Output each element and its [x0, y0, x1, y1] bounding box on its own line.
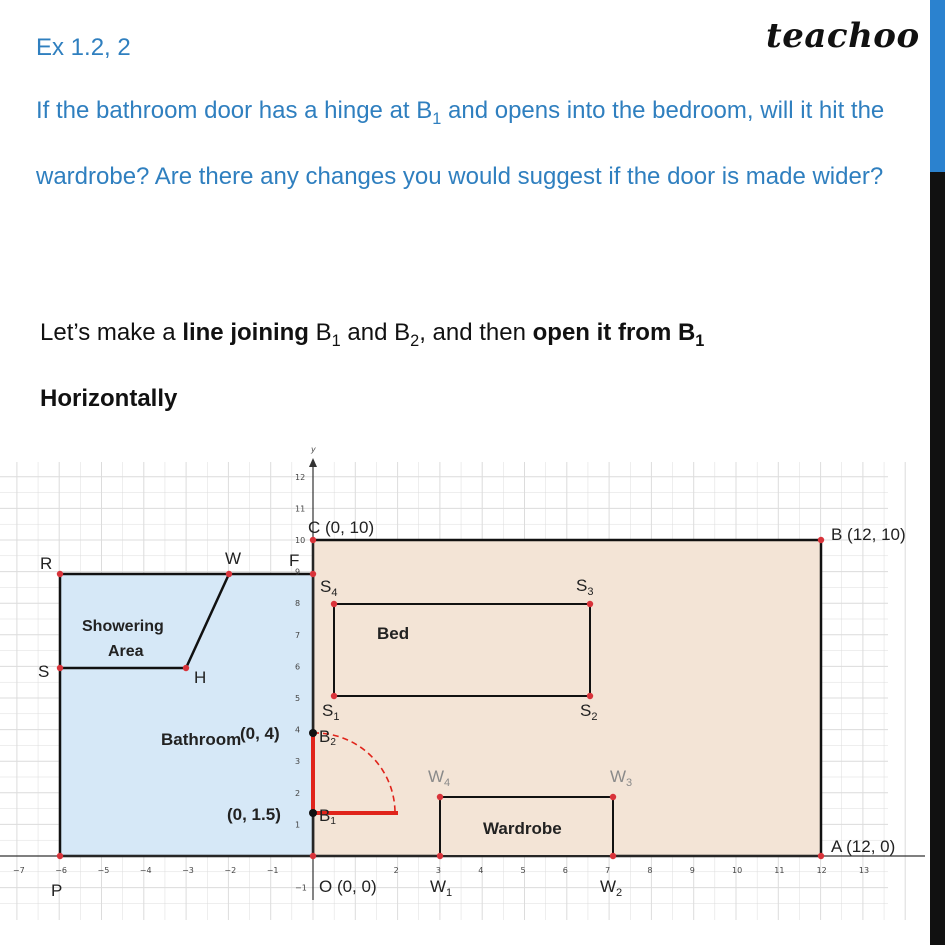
label-P: P [51, 881, 63, 900]
label-B2: B2 [319, 727, 336, 748]
x-tick-label: 5 [520, 866, 526, 875]
point-W1 [437, 853, 443, 859]
coord-b2-label: (0, 4) [240, 724, 280, 743]
y-tick-label: 3 [295, 757, 301, 767]
x-tick-label: −1 [266, 866, 279, 875]
y-tick-label: 11 [295, 504, 306, 514]
x-tick-label: 8 [647, 866, 653, 875]
explanation-sub: 1 [695, 331, 705, 350]
explanation-bold: line joining [182, 319, 309, 346]
y-axis-label: y [311, 445, 316, 454]
explanation-part: , and then [419, 319, 533, 346]
explanation-bold: open it from B [532, 319, 696, 346]
y-tick-label: 4 [295, 725, 301, 735]
label-B1: B1 [319, 806, 336, 827]
point-P [57, 853, 63, 859]
point-B [818, 537, 824, 543]
y-tick-label: 8 [295, 599, 301, 609]
x-tick-label: 4 [478, 866, 484, 875]
point-S4 [331, 601, 337, 607]
x-tick-label: 13 [858, 866, 870, 875]
question-prefix: If the bathroom door has a hinge at B [36, 97, 433, 124]
label-A: A (12, 0) [831, 837, 896, 856]
label-S2: $S_2$ [580, 701, 598, 723]
point-C [310, 537, 316, 543]
label-H: H [194, 668, 207, 687]
explanation-text [40, 304, 920, 427]
showering-area-label-1: Showering [82, 618, 164, 635]
floor-plan-diagram [0, 430, 930, 930]
label-W: W [225, 549, 242, 568]
label-W1: $W_1$ [430, 877, 453, 899]
x-tick-label: −6 [55, 866, 67, 875]
y-tick-label: 6 [295, 662, 301, 672]
coord-b1-label: (0, 1.5) [227, 805, 281, 824]
explanation-part: Let’s make a [40, 319, 183, 346]
y-tick-label: 10 [295, 536, 306, 545]
x-tick-label: −5 [97, 866, 110, 875]
x-tick-label: 11 [774, 866, 785, 875]
explanation-part: B [308, 319, 332, 346]
x-tick-label: 6 [562, 866, 568, 875]
side-scrollbar[interactable] [930, 172, 945, 945]
question-rest: and opens into the bedroom, will it hit the wardrobe? Are there any changes you would suggest if the door is made wider? [36, 97, 885, 190]
y-tick-label: 7 [295, 630, 301, 640]
label-C: C (0, 10) [308, 518, 375, 537]
point-O [310, 853, 316, 859]
label-S1: $S_1$ [322, 701, 340, 723]
question-text [36, 82, 926, 205]
point-B2 [309, 729, 317, 737]
side-accent-bar [930, 0, 945, 172]
bathroom-label: Bathroom [161, 730, 242, 749]
label-S: S [38, 662, 50, 681]
y-tick-label: 12 [295, 472, 306, 482]
explanation-sub: 1 [331, 331, 341, 350]
point-S [57, 665, 63, 671]
label-B: B (12, 10) [831, 525, 906, 544]
point-S2 [587, 693, 593, 699]
label-S4: $S_4$ [320, 577, 338, 599]
bed-label: Bed [377, 624, 410, 643]
explanation-sub: 2 [410, 331, 420, 350]
label-W2: $W_2$ [600, 877, 623, 899]
point-A [818, 853, 824, 859]
y-tick-label: 2 [295, 788, 301, 798]
y-tick-label: 9 [295, 567, 301, 577]
explanation-bold: Horizontally [40, 384, 178, 412]
showering-area-label-2: Area [108, 643, 144, 660]
x-tick-label: 7 [605, 866, 611, 875]
point-W3 [610, 794, 616, 800]
wardrobe-label: Wardrobe [483, 819, 562, 838]
explanation-part: and B [340, 319, 411, 346]
label-S3: $S_3$ [576, 576, 594, 598]
x-tick-label: 10 [732, 866, 743, 875]
x-tick-label: 3 [435, 866, 441, 875]
brand-logo: teachoo [766, 16, 920, 56]
label-W4: $W_4$ [428, 767, 451, 789]
label-O: O (0, 0) [319, 877, 377, 896]
point-S3 [587, 601, 593, 607]
point-W4 [437, 794, 443, 800]
x-tick-label: −4 [139, 866, 152, 875]
y-axis-arrow [309, 458, 317, 467]
y-tick-label: 5 [295, 694, 301, 703]
bed-rect [334, 604, 590, 696]
x-tick-label: 12 [816, 866, 827, 875]
point-R [57, 571, 63, 577]
x-tick-label: −7 [12, 866, 25, 875]
exercise-title: Ex 1.2, 2 [36, 34, 131, 61]
question-sub: 1 [432, 109, 442, 128]
point-W [226, 571, 232, 577]
point-H [183, 665, 189, 671]
x-tick-label: −3 [182, 866, 194, 875]
y-tick-label: −1 [295, 883, 307, 893]
point-W2 [610, 853, 616, 859]
x-tick-label: 9 [689, 866, 695, 875]
y-tick-label: 1 [295, 820, 301, 830]
x-tick-label: −2 [224, 866, 237, 875]
label-F: F [289, 551, 300, 570]
point-F [310, 571, 316, 577]
point-S1 [331, 693, 337, 699]
x-tick-label: 2 [393, 866, 399, 875]
point-B1 [309, 809, 317, 817]
label-R: R [40, 554, 53, 573]
label-W3: $W_3$ [610, 767, 633, 789]
